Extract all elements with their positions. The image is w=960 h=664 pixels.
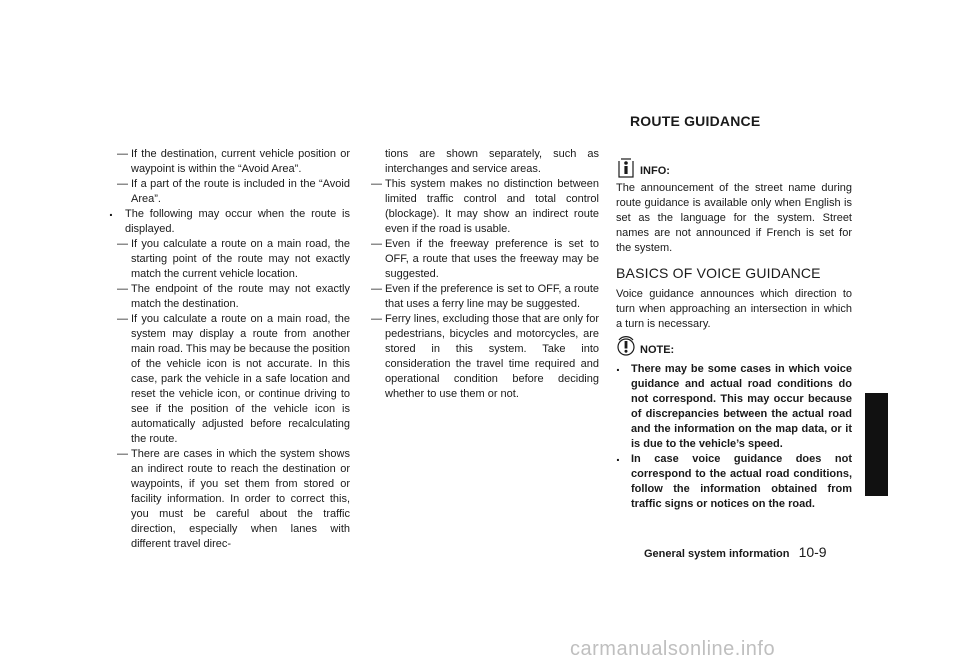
page-number: 10-9 xyxy=(798,544,827,560)
list-item-continuation: tions are shown separately, such as interchanges and service areas. xyxy=(385,148,599,175)
column-1 xyxy=(113,147,350,552)
column-2 xyxy=(367,147,599,402)
caution-icon xyxy=(616,334,636,358)
info-text: The announcement of the street name during route guidance is available only when English is set as the language for the system. Street names are not announced if French is set for the system. xyxy=(616,182,852,254)
sub-list xyxy=(113,237,350,552)
list-item: — Even if the freeway preference is set to OFF, a route that uses the freeway may be suggested. xyxy=(367,237,599,282)
list-item: — Ferry lines, excluding those that are only for pedestrians, bicycles and motorcycles, are stored in this system. Take into consideration the travel time required and operational condition before deciding whether to use them or not. xyxy=(367,312,599,402)
section-title: ROUTE GUIDANCE xyxy=(630,113,761,129)
chapter-tab xyxy=(865,393,888,496)
info-icon xyxy=(616,155,636,179)
info-header xyxy=(616,153,852,179)
list-item: — If a part of the route is included in the “Avoid Area”. xyxy=(113,177,350,207)
footer-section-label: General system information xyxy=(644,548,790,560)
page-footer xyxy=(644,544,827,560)
list-item: — If the destination, current vehicle position or waypoint is within the “Avoid Area”. xyxy=(113,147,350,177)
watermark: carmanualsonline.info xyxy=(570,638,776,660)
list-item: — If you calculate a route on a main road, the starting point of the route may not exactly match the current vehicle location. xyxy=(113,237,350,282)
list-item: — This system makes no distinction between limited traffic control and total control (blockage). It may show an indirect route even if the road is usable. xyxy=(367,177,599,237)
note-item: . In case voice guidance does not correspond to the actual road conditions, follow the information obtained from traffic signs or notices on the road. xyxy=(616,452,852,512)
list-item: — Even if the preference is set to OFF, a route that uses a ferry line may be suggested. xyxy=(367,282,599,312)
note-label: NOTE: xyxy=(640,344,675,356)
bullet-item: . The following may occur when the route is displayed. xyxy=(113,207,350,237)
info-label: INFO: xyxy=(640,165,670,177)
list-item: — There are cases in which the system shows an indirect route to reach the destination or waypoints, if you set them from stored or facility information. In order to correct this, you must be careful about the traffic direction, especially when lanes with different travel direc- xyxy=(113,447,350,552)
intro-text: Voice guidance announces which direction to turn when approaching an intersection in which a turn is necessary. xyxy=(616,288,852,330)
section-heading: BASICS OF VOICE GUIDANCE xyxy=(616,265,821,281)
note-header xyxy=(616,332,852,358)
note-list xyxy=(616,362,852,512)
column-3 xyxy=(616,153,852,512)
list-item: — The endpoint of the route may not exactly match the destination. xyxy=(113,282,350,312)
note-item: . There may be some cases in which voice guidance and actual road conditions do not correspond. This may occur because of discrepancies between the actual road and the information on the map data, or it is due to the vehicle’s speed. xyxy=(616,362,852,452)
list-item: — If you calculate a route on a main road, the system may display a route from another main road. This may be because the position of the vehicle icon is not accurate. In this case, park the vehicle in a safe location and reset the vehicle icon, or continue driving to see if the position of the vehicle icon is automatically adjusted before recalculating the route. xyxy=(113,312,350,447)
